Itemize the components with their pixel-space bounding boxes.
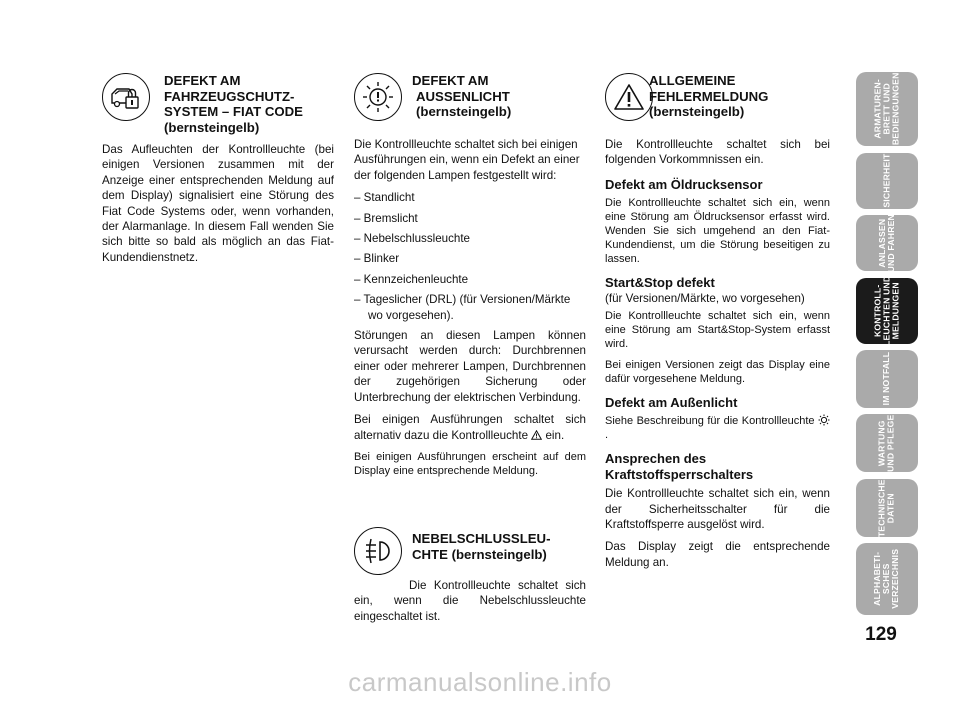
list-item: – Bremslicht xyxy=(354,211,418,225)
tab-armaturenbrett[interactable]: ARMATUREN- BRETT UND BEDIENGUNGEN xyxy=(856,72,918,146)
small-light-fault-icon xyxy=(818,415,830,427)
start-stop-body: Die Kontrollleuchte schaltet sich ein, wenn eine Störung am Start&Stop-System erfasst wird. xyxy=(605,310,830,351)
list-item: – Standlicht xyxy=(354,191,415,205)
exterior-light-alternative: Bei einigen Ausführungen schaltet sich alternativ dazu die Kontrollleuchte ein. xyxy=(354,413,586,442)
list-item: – Blinker xyxy=(354,252,400,266)
oil-sensor-body: Die Kontrollleuchte schaltet sich ein, wenn eine Störung am Öldrucksensor erfasst wird. Wenden Sie sich umgehend an den Fiat-Kundendienst, um die Störung beseitigen zu lassen. xyxy=(605,196,830,265)
rear-fog-light-icon xyxy=(354,527,402,575)
exterior-light-display-note: Bei einigen Ausführungen erscheint auf dem Display eine entsprechende Meldung. xyxy=(354,450,586,477)
general-fault-intro: Die Kontrollleuchte schaltet sich bei folgenden Vorkommnissen ein. xyxy=(605,138,830,167)
fiat-code-body: Das Aufleuchten der Kontrollleuchte (bei einigen Versionen zusammen mit der Anzeige einer entsprechenden Meldung auf dem Display) signalisiert eine Störung des Fiat Code Systems oder, wenn vorhanden, der Alarmanlage. In diesem Fall wenden Sie sich bitte so bald als möglich an das Fiat-Kundendienstnetz. xyxy=(102,143,334,264)
tab-im-notfall[interactable]: IM NOTFALL xyxy=(856,350,918,408)
tab-technische-daten[interactable]: TECHNISCHE DATEN xyxy=(856,479,918,537)
fuel-cutoff-display-note: Das Display zeigt die entsprechende Meldung an. xyxy=(605,540,830,569)
list-item: – Tageslicher (DRL) (für Versionen/Märkte wo vorgesehen). xyxy=(354,293,571,322)
list-item: – Kennzeichenleuchte xyxy=(354,272,469,286)
fog-light-title: NEBELSCHLUSSLEU- CHTE (bernsteingelb) xyxy=(412,531,551,562)
watermark: carmanualsonline.info xyxy=(348,667,612,697)
tab-alphabetisches-verzeichnis[interactable]: ALPHABETI- SCHES VERZEICHNIS xyxy=(856,543,918,615)
exterior-light-fault-icon xyxy=(354,73,402,121)
fuel-cutoff-body: Die Kontrollleuchte schaltet sich ein, wenn der Sicherheitsschalter für die Kraftstoffsperre ausgelöst wird. xyxy=(605,487,830,532)
fiat-code-title: DEFEKT AM FAHRZEUGSCHUTZ- SYSTEM – FIAT CODE (bernsteingelb) xyxy=(164,73,303,135)
exterior-light-causes: Störungen an diesen Lampen können verursacht werden durch: Durchbrennen einer oder mehrerer Lampen, Durchbrennen der zugehörigen Sicherung oder Unterbrechung der elektrischen Verbindung. xyxy=(354,329,586,404)
tab-wartung[interactable]: WARTUNG UND PFLEGE xyxy=(856,414,918,472)
list-item: – Nebelschlussleuchte xyxy=(354,232,471,246)
tab-anlassen[interactable]: ANLASSEN UND FAHREN xyxy=(856,215,918,271)
exterior-light-title: DEFEKT AM AUSSENLICHT (bernsteingelb) xyxy=(412,73,512,119)
oil-sensor-heading: Defekt am Öldrucksensor xyxy=(605,176,763,192)
warning-triangle-icon xyxy=(605,73,653,121)
tab-sicherheit[interactable]: SICHERHEIT xyxy=(856,153,918,209)
exterior-light-fault-body: Siehe Beschreibung für die Kontrollleuchte . xyxy=(605,414,830,442)
small-warning-triangle-icon xyxy=(531,429,545,442)
tab-kontrollleuchten[interactable]: KONTROLL- LEUCHTEN UND MELDUNGEN xyxy=(856,278,918,344)
start-stop-subtitle: (für Versionen/Märkte, wo vorgesehen) xyxy=(605,291,805,305)
page-number: 129 xyxy=(865,624,897,645)
fog-light-body: Die Kontrollleuchte schaltet sich ein, wenn die Nebelschlussleuchte eingeschaltet ist. xyxy=(354,579,586,623)
general-fault-title: ALLGEMEINE FEHLERMELDUNG (bernsteingelb) xyxy=(649,73,769,119)
start-stop-display-note: Bei einigen Versionen zeigt das Display eine dafür vorgesehene Meldung. xyxy=(605,359,830,386)
exterior-light-intro: Die Kontrollleuchte schaltet sich bei einigen Ausführungen ein, wenn ein Defekt an einer der folgenden Lampen festgestellt wird: xyxy=(354,138,580,182)
exterior-light-fault-heading: Defekt am Außenlicht xyxy=(605,395,738,411)
lamp-list xyxy=(354,190,586,323)
start-stop-heading: Start&Stop defekt xyxy=(605,274,715,290)
fiat-code-lock-icon xyxy=(102,73,150,121)
fuel-cutoff-heading: Ansprechen des Kraftstoffsperrschalters xyxy=(605,451,754,483)
